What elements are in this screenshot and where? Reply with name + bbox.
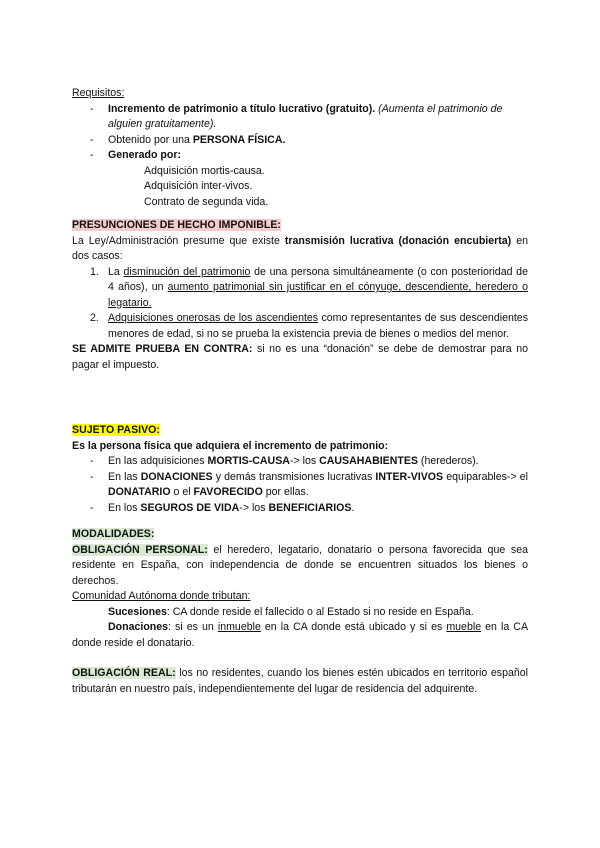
l2-text-5: por ellas. <box>262 486 309 498</box>
l2-text-3: equiparables-> el <box>443 470 528 483</box>
l1-text: En las adquisiciones <box>108 455 208 467</box>
donaciones-paragraph <box>72 620 528 651</box>
p1-text: La <box>108 265 124 278</box>
requisito-2-text: Obtenido por una <box>108 133 193 146</box>
requisito-2-bold: PERSONA FÍSICA. <box>192 133 286 146</box>
l2-bold-4: FAVORECIDO <box>193 486 263 498</box>
obligacion-personal-text: el heredero, legatario, donatario o persona favorecida que sea residente en España, con independencia de donde se encuentren situados los bienes o derechos. <box>72 543 528 587</box>
prueba-bold: SE ADMITE PRUEBA EN CONTRA: <box>72 343 253 355</box>
prueba-paragraph <box>72 342 528 373</box>
donaciones-text-2: en la CA donde está ubicado y si es <box>260 621 447 633</box>
donaciones-text: : si es un <box>168 621 218 633</box>
l2-text-4: o el <box>170 486 194 498</box>
sucesiones-label: Sucesiones <box>108 605 167 618</box>
l2-bold-3: DONATARIO <box>108 486 171 498</box>
l3-text-2: -> los <box>239 501 269 514</box>
requisito-1-note: (Aumenta el patrimonio de alguien gratuitamente). <box>108 102 503 130</box>
prueba-text: si no es una “donación” se debe de demostrar para no pagar el impuesto. <box>72 343 529 371</box>
donaciones-text-3: en la CA donde reside el donatario. <box>72 621 529 649</box>
l3-text-3: . <box>351 501 355 514</box>
requisitos-section <box>72 86 528 210</box>
list-item: - En las adquisiciones MORTIS-CAUSA-> los CAUSAHABIENTES (herederos). <box>90 455 479 467</box>
modalidades-heading: MODALIDADES: <box>72 528 155 540</box>
l2-bold: DONACIONES <box>140 470 213 483</box>
l2-text-2: y demás transmisiones lucrativas <box>212 470 376 483</box>
requisito-1-bold: Incremento de patrimonio a título lucrativo (gratuito). <box>108 102 376 115</box>
p1-underline-2: aumento patrimonial sin justificar en el cónyuge, descendiente, heredero o legatario. <box>108 281 528 309</box>
sujeto-definition: Es la persona física que adquiera el incremento de patrimonio: <box>72 439 389 452</box>
requisitos-title: Requisitos: <box>72 87 125 99</box>
l2-bold-2: INTER-VIVOS <box>375 470 444 483</box>
list-number: 1. <box>90 265 99 278</box>
list-item: - En las DONACIONES y demás transmisiones lucrativas INTER-VIVOS equiparables-> el DONATARIO o el FAVORECIDO por ellas. <box>90 470 528 498</box>
donaciones-underline-2: mueble <box>446 621 482 633</box>
obligacion-personal <box>72 543 528 590</box>
presunciones-heading: PRESUNCIONES DE HECHO IMPONIBLE: <box>72 219 281 231</box>
p2-underline: Adquisiciones onerosas de los ascendientes <box>108 312 319 324</box>
modalidades-section <box>72 527 528 697</box>
obligacion-personal-label: OBLIGACIÓN PERSONAL: <box>72 543 208 556</box>
intro-suffix: en dos casos: <box>72 234 528 262</box>
sujeto-heading: SUJETO PASIVO: <box>72 424 160 436</box>
donaciones-label: Donaciones <box>108 621 169 633</box>
l2-text: En las <box>108 470 141 483</box>
sub-item: Adquisición inter-vivos. <box>144 180 253 192</box>
l1-bold: MORTIS-CAUSA <box>207 455 290 467</box>
l3-bold: SEGUROS DE VIDA <box>140 501 240 514</box>
intro-bold: transmisión lucrativa (donación encubierta) <box>284 234 512 247</box>
sucesiones-text: : CA donde reside el fallecido o al Estado si no reside en España. <box>166 605 474 618</box>
list-item <box>72 311 528 342</box>
l1-text-3: (herederos). <box>417 455 479 467</box>
list-item: - Generado por: <box>90 149 181 161</box>
list-item: - En los SEGUROS DE VIDA-> los BENEFICIARIOS. <box>90 501 355 514</box>
sub-item: Contrato de segunda vida. <box>144 195 269 208</box>
list-number: 2. <box>90 312 99 324</box>
presunciones-intro <box>72 234 528 265</box>
l3-text: En los <box>108 501 141 514</box>
sucesiones-paragraph <box>72 605 528 621</box>
p1-underline: disminución del patrimonio <box>123 265 251 278</box>
requisito-3-bold: Generado por: <box>108 149 181 161</box>
donaciones-underline: inmueble <box>217 621 261 633</box>
sub-item: Adquisición mortis-causa. <box>144 164 265 177</box>
intro-text: La Ley/Administración presume que existe <box>72 234 285 247</box>
presunciones-section <box>72 218 528 373</box>
list-item: - Incremento de patrimonio a título lucrativo (gratuito). (Aumenta el patrimonio de alguien gratuitamente). <box>90 102 503 130</box>
l3-bold-2: BENEFICIARIOS <box>268 501 352 514</box>
p2-text: como representantes de sus descendientes menores de edad, si no se prueba la existencia previa de bienes o medios del menor. <box>108 312 528 340</box>
sujeto-section <box>72 423 528 516</box>
l1-bold-2: CAUSAHABIENTES <box>319 455 418 467</box>
l1-text-2: -> los <box>289 455 320 467</box>
list-item: - Obtenido por una PERSONA FÍSICA. <box>90 133 286 146</box>
ca-title: Comunidad Autónoma donde tributan: <box>72 590 251 602</box>
obligacion-real-text: los no residentes, cuando los bienes estén ubicados en territorio español tributarán en nuestro país, independientemente del lugar de residencia del adquirente. <box>72 667 528 695</box>
obligacion-real-label: OBLIGACIÓN REAL: <box>72 667 176 679</box>
list-item <box>72 265 528 312</box>
p1-text-2: de una persona simultáneamente (o con posterioridad de 4 años), un <box>108 265 528 293</box>
obligacion-real <box>72 666 528 697</box>
